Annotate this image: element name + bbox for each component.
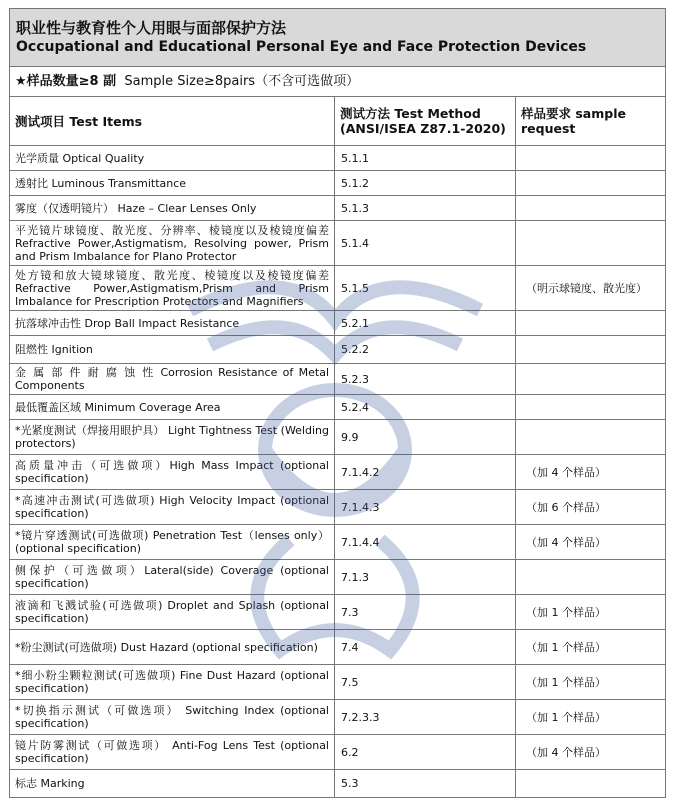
request-cell: （加 4 个样品） — [516, 455, 666, 490]
item-cell: 最低覆盖区域 Minimum Coverage Area — [10, 395, 335, 420]
method-cell: 5.2.4 — [335, 395, 516, 420]
request-cell — [516, 420, 666, 455]
method-cell: 7.4 — [335, 630, 516, 665]
item-cell: 抗落球冲击性 Drop Ball Impact Resistance — [10, 311, 335, 336]
table-row — [10, 665, 666, 700]
title-cell — [10, 9, 666, 67]
request-cell: （加 1 个样品） — [516, 630, 666, 665]
request-cell — [516, 311, 666, 336]
request-cell: （加 1 个样品） — [516, 665, 666, 700]
request-cell: （明示球镜度、散光度） — [516, 266, 666, 311]
request-cell: （加 4 个样品） — [516, 525, 666, 560]
header-test-items: 测试项目 Test Items — [10, 97, 335, 146]
method-cell: 5.1.4 — [335, 221, 516, 266]
request-cell — [516, 221, 666, 266]
title-english: Occupational and Educational Personal Eye and Face Protection Devices — [16, 39, 587, 55]
request-cell: （加 1 个样品） — [516, 595, 666, 630]
method-cell: 7.2.3.3 — [335, 700, 516, 735]
item-cell: 阻燃性 Ignition — [10, 336, 335, 364]
header-row — [10, 97, 666, 146]
request-cell: （加 4 个样品） — [516, 735, 666, 770]
request-cell — [516, 560, 666, 595]
request-cell — [516, 770, 666, 798]
request-cell — [516, 196, 666, 221]
table-row — [10, 455, 666, 490]
sample-size-english: Sample Size≥8pairs（不含可选做项） — [124, 74, 360, 89]
request-cell — [516, 364, 666, 395]
method-cell: 5.2.2 — [335, 336, 516, 364]
item-cell: 平光镜片球镜度、散光度、分辨率、棱镜度以及棱镜度偏差 Refractive Power,Astigmatism, Resolving power, Prism and Prism Imbalance for Plano Protector — [10, 221, 335, 266]
method-cell: 7.3 — [335, 595, 516, 630]
method-cell: 7.1.3 — [335, 560, 516, 595]
item-cell: *细小粉尘颗粒测试(可选做项) Fine Dust Hazard (optional specification) — [10, 665, 335, 700]
table-row — [10, 196, 666, 221]
request-cell — [516, 146, 666, 171]
method-cell: 7.5 — [335, 665, 516, 700]
table-row — [10, 146, 666, 171]
table-row — [10, 171, 666, 196]
request-cell — [516, 336, 666, 364]
test-items-table — [9, 8, 666, 798]
request-cell: （加 1 个样品） — [516, 700, 666, 735]
item-cell: *粉尘测试(可选做项) Dust Hazard (optional specification) — [10, 630, 335, 665]
title-chinese: 职业性与教育性个人用眼与面部保护方法 — [16, 19, 287, 37]
method-cell: 7.1.4.2 — [335, 455, 516, 490]
item-cell: *高速冲击测试(可选做项) High Velocity Impact (optional specification) — [10, 490, 335, 525]
sample-size-row — [10, 67, 666, 97]
sample-size-chinese: 样品数量≥8 副 — [26, 74, 117, 89]
table-row — [10, 490, 666, 525]
table-row — [10, 395, 666, 420]
method-cell: 5.3 — [335, 770, 516, 798]
item-cell: 侧保护（可选做项）Lateral(side) Coverage (optional specification) — [10, 560, 335, 595]
table-row — [10, 770, 666, 798]
sample-size-cell — [10, 67, 666, 97]
header-test-method: 测试方法 Test Method (ANSI/ISEA Z87.1-2020) — [335, 97, 516, 146]
request-cell: （加 6 个样品） — [516, 490, 666, 525]
item-cell: 雾度（仅透明镜片） Haze – Clear Lenses Only — [10, 196, 335, 221]
title-row — [10, 9, 666, 67]
table-row — [10, 630, 666, 665]
item-cell: 透射比 Luminous Transmittance — [10, 171, 335, 196]
method-cell: 5.1.2 — [335, 171, 516, 196]
item-cell: *切换指示测试（可做选项） Switching Index (optional specification) — [10, 700, 335, 735]
item-cell: *光紧度测试（焊接用眼护具） Light Tightness Test (Welding protectors) — [10, 420, 335, 455]
table-row — [10, 311, 666, 336]
method-cell: 9.9 — [335, 420, 516, 455]
item-cell: 液滴和飞溅试验(可选做项) Droplet and Splash (optional specification) — [10, 595, 335, 630]
table-row — [10, 336, 666, 364]
table-row — [10, 221, 666, 266]
item-cell: 光学质量 Optical Quality — [10, 146, 335, 171]
item-cell: 标志 Marking — [10, 770, 335, 798]
item-cell: 金 属 部 件 耐 腐 蚀 性 Corrosion Resistance of Metal Components — [10, 364, 335, 395]
method-cell: 5.2.1 — [335, 311, 516, 336]
table-row — [10, 266, 666, 311]
table-row — [10, 595, 666, 630]
item-cell: 高质量冲击（可选做项）High Mass Impact (optional specification) — [10, 455, 335, 490]
table-row — [10, 525, 666, 560]
method-cell: 5.2.3 — [335, 364, 516, 395]
method-cell: 5.1.1 — [335, 146, 516, 171]
method-cell: 7.1.4.4 — [335, 525, 516, 560]
item-cell: 镜片防雾测试（可做选项） Anti-Fog Lens Test (optional specification) — [10, 735, 335, 770]
request-cell — [516, 171, 666, 196]
item-cell: *镜片穿透测试(可选做项) Penetration Test（lenses only）(optional specification) — [10, 525, 335, 560]
method-cell: 7.1.4.3 — [335, 490, 516, 525]
table-row — [10, 420, 666, 455]
table-row — [10, 700, 666, 735]
spec-document — [9, 8, 665, 798]
table-row — [10, 735, 666, 770]
method-cell: 6.2 — [335, 735, 516, 770]
table-row — [10, 560, 666, 595]
star-icon: ★ — [15, 74, 27, 89]
header-sample-request: 样品要求 sample request — [516, 97, 666, 146]
table-row — [10, 364, 666, 395]
request-cell — [516, 395, 666, 420]
method-cell: 5.1.3 — [335, 196, 516, 221]
method-cell: 5.1.5 — [335, 266, 516, 311]
item-cell: 处方镜和放大镜球镜度、散光度、棱镜度以及棱镜度偏差 Refractive Power,Astigmatism,Prism and Prism Imbalance for Prescription Protectors and Magnifiers — [10, 266, 335, 311]
